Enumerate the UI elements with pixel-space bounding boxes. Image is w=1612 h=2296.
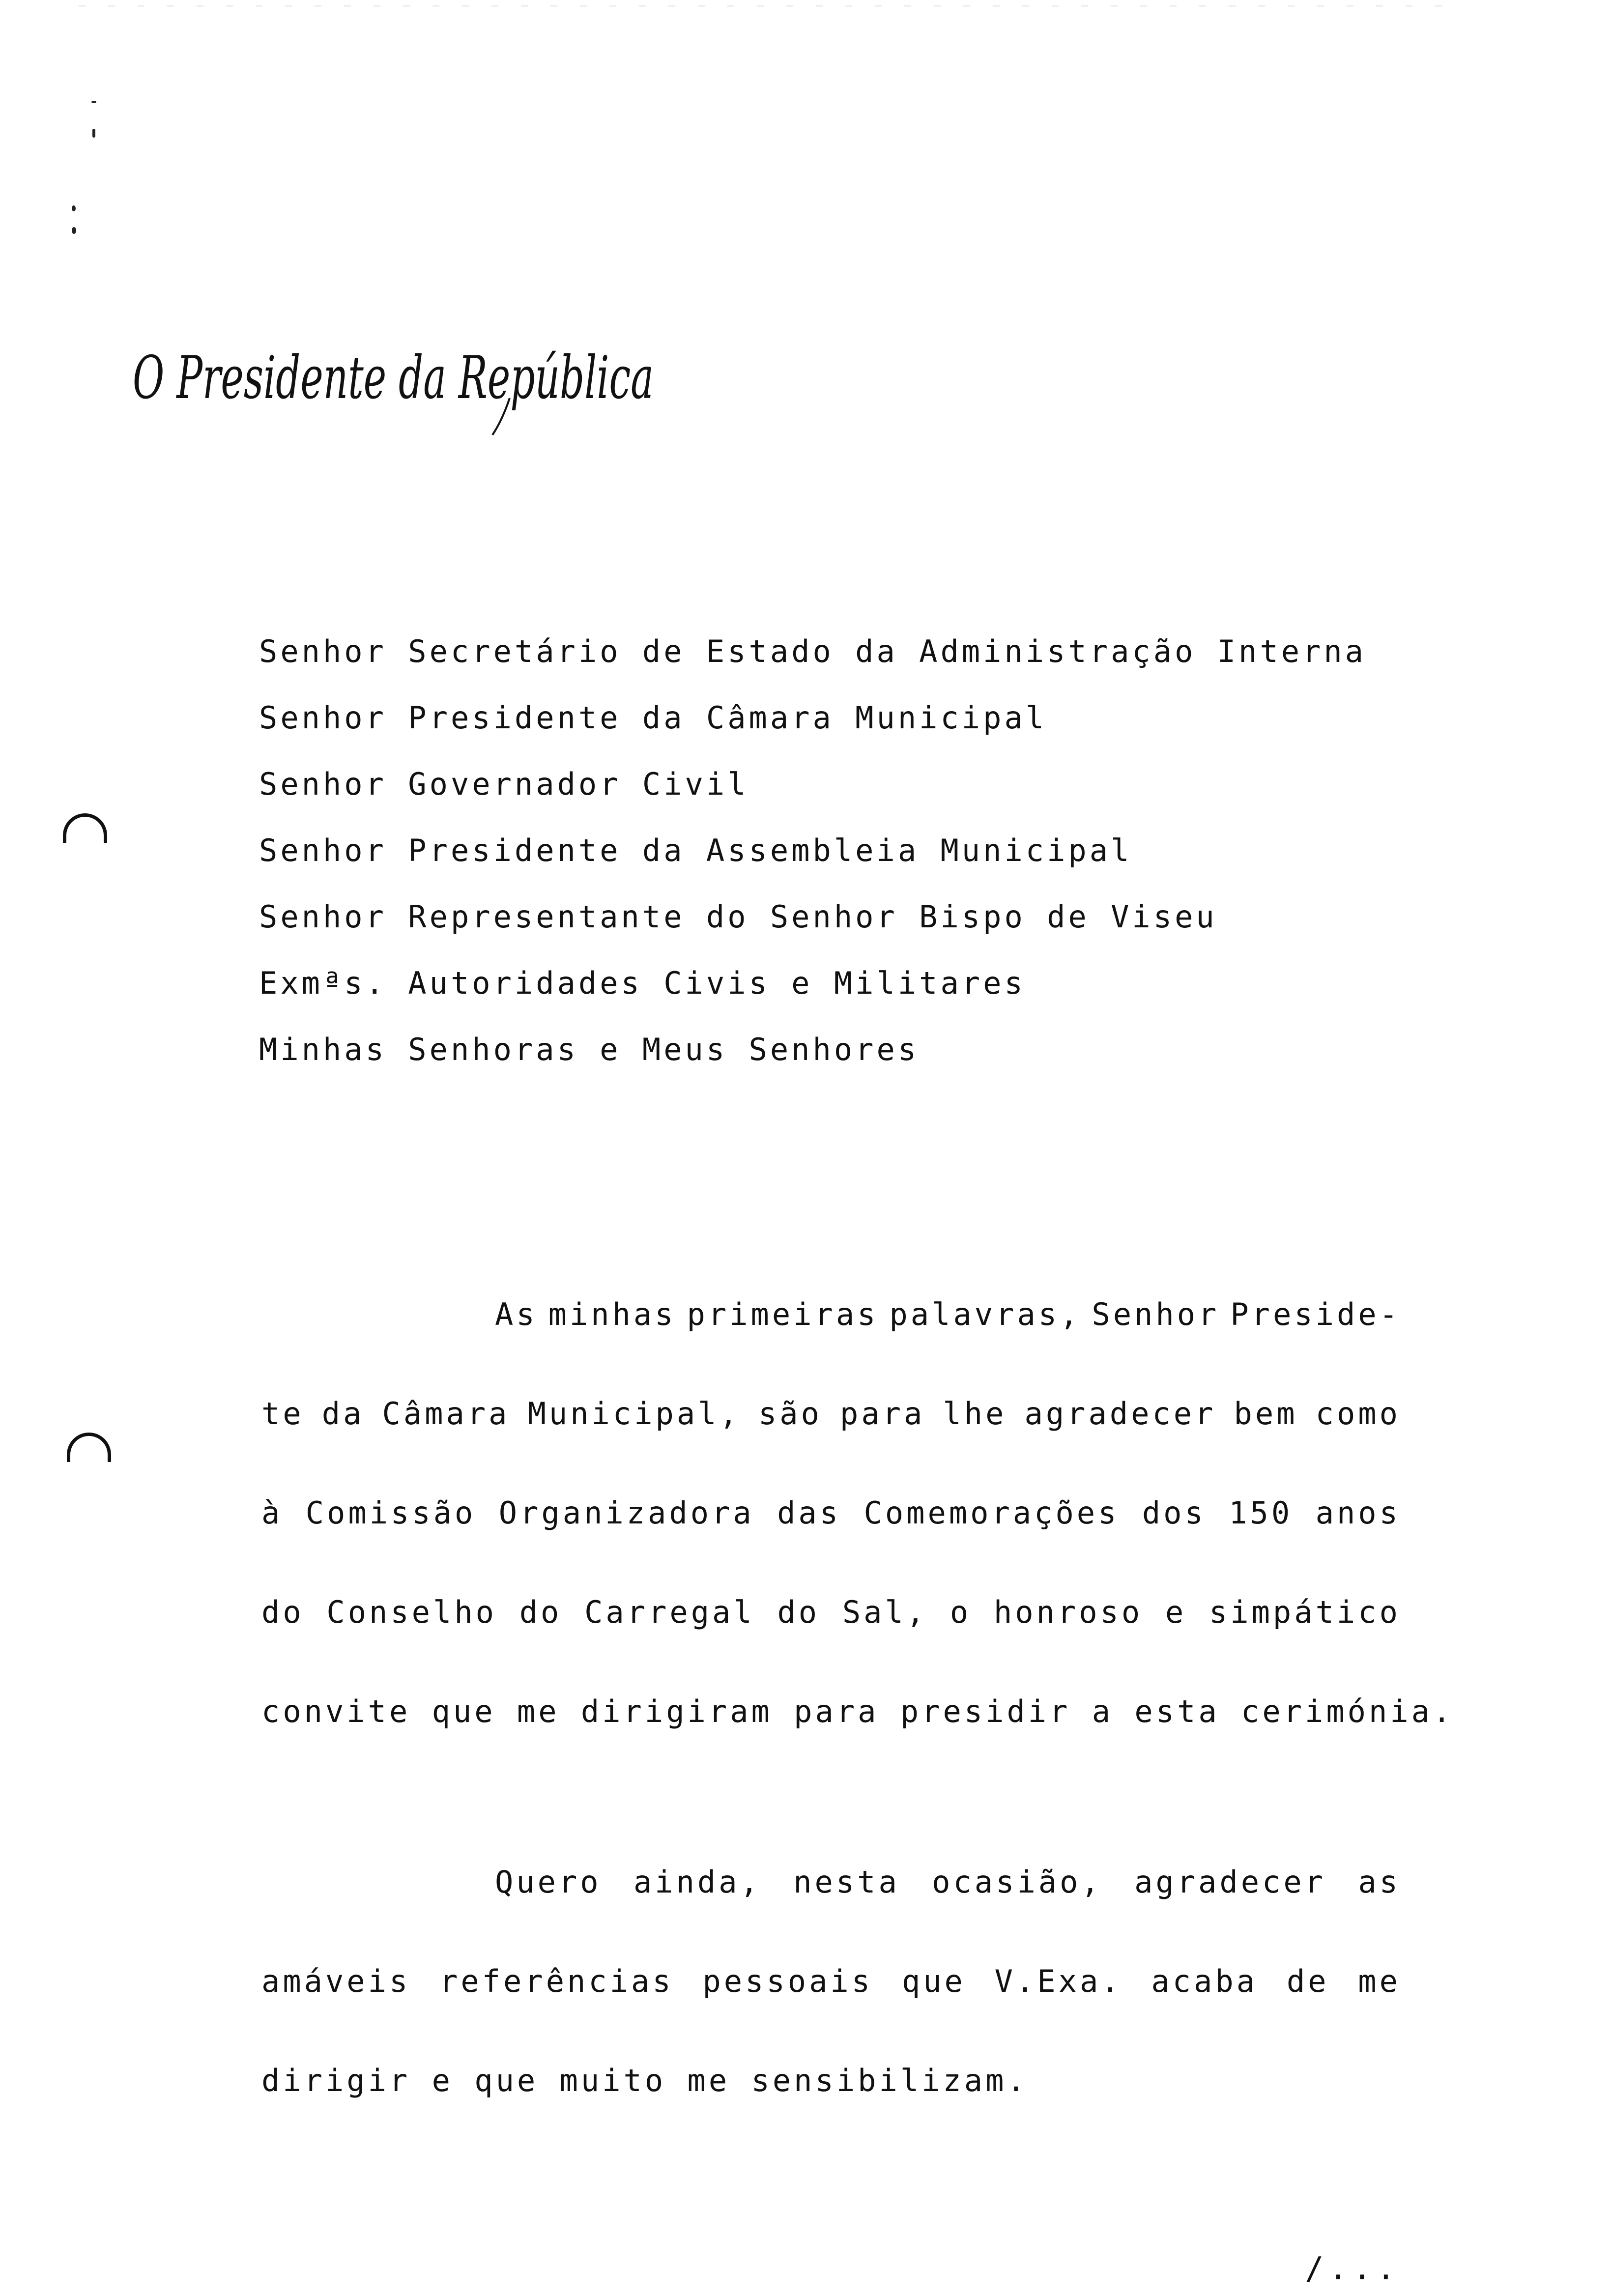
word: o (950, 1594, 972, 1630)
punch-hole-mark (67, 1433, 111, 1462)
word: amáveis (261, 1963, 411, 1999)
word: lhe (943, 1396, 1007, 1432)
word: honroso (993, 1594, 1143, 1630)
word: são (758, 1396, 822, 1432)
word: do (777, 1594, 820, 1630)
word: minhas (548, 1296, 676, 1332)
page-continuation-mark: /... (1305, 2251, 1401, 2287)
scan-noise (79, 5, 1455, 7)
salutation-line: Minhas Senhoras e Meus Senhores (259, 1032, 920, 1067)
salutation-line: Senhor Representante do Senhor Bispo de Viseu (259, 899, 1217, 935)
scan-speck (72, 227, 76, 234)
word: da (321, 1396, 365, 1432)
salutation-line: Senhor Secretário de Estado da Administração Interna (259, 633, 1367, 669)
word: para (840, 1396, 925, 1432)
word: acaba (1151, 1963, 1258, 1999)
letterhead-script (129, 324, 669, 437)
word: Preside- (1230, 1296, 1401, 1332)
word: ocasião, (932, 1864, 1102, 1900)
paragraph-line (261, 1489, 1401, 1588)
word: Comemorações (864, 1495, 1120, 1531)
word: 150 (1229, 1495, 1293, 1531)
word: Quero (495, 1864, 602, 1900)
word: nesta (793, 1864, 900, 1900)
word: anos (1315, 1495, 1401, 1531)
word: me (1358, 1963, 1401, 1999)
paragraph-line (261, 1389, 1401, 1489)
paragraph-line (261, 1858, 1401, 1957)
word: palavras, (889, 1296, 1081, 1332)
letterhead-text: O Presidente da República (133, 344, 654, 412)
word: como (1315, 1396, 1401, 1432)
punch-hole-mark (63, 813, 107, 843)
paragraph-line: convite que me dirigiram para presidir a esta cerimónia. (261, 1693, 1454, 1729)
salutation-line: Exmªs. Autoridades Civis e Militares (259, 965, 1026, 1001)
word: Sal, (842, 1594, 928, 1630)
word: dos (1142, 1495, 1206, 1531)
word: das (777, 1495, 841, 1531)
word: do (261, 1594, 304, 1630)
word: e (1165, 1594, 1187, 1630)
word: pessoais (702, 1963, 873, 1999)
word: agradecer (1024, 1396, 1216, 1432)
word: Conselho (326, 1594, 497, 1630)
paragraph-2 (261, 1858, 1401, 2155)
word: de (1286, 1963, 1329, 1999)
salutation-line: Senhor Presidente da Assembleia Municipal (259, 832, 1132, 868)
word: as (1358, 1864, 1401, 1900)
word: primeiras (687, 1296, 879, 1332)
word: Senhor (1092, 1296, 1220, 1332)
word: que (901, 1963, 966, 1999)
scan-speck (92, 129, 95, 138)
word: à (261, 1495, 283, 1531)
word: simpático (1209, 1594, 1401, 1630)
word: Câmara (382, 1396, 510, 1432)
paragraph-1 (261, 1290, 1454, 1786)
salutation-line: Senhor Governador Civil (259, 766, 749, 802)
word: Carregal (584, 1594, 755, 1630)
paragraph-line (261, 1957, 1401, 2056)
word: ainda, (633, 1864, 761, 1900)
word: referências (439, 1963, 674, 1999)
word: As (495, 1296, 538, 1332)
word: Organizadora (498, 1495, 754, 1531)
scan-speck (91, 101, 96, 103)
paragraph-line (261, 1588, 1401, 1687)
word: Comissão (305, 1495, 476, 1531)
word: do (519, 1594, 562, 1630)
scan-speck (72, 205, 76, 211)
salutation-list (259, 618, 1366, 1083)
word: te (261, 1396, 304, 1432)
salutation-line: Senhor Presidente da Câmara Municipal (259, 700, 1047, 736)
word: V.Exa. (994, 1963, 1123, 1999)
paragraph-line: dirigir e que muito me sensibilizam. (261, 2063, 1028, 2098)
word: bem (1234, 1396, 1298, 1432)
letterhead (129, 324, 669, 437)
word: Municipal, (527, 1396, 741, 1432)
paragraph-line (261, 1290, 1401, 1389)
word: agradecer (1134, 1864, 1326, 1900)
